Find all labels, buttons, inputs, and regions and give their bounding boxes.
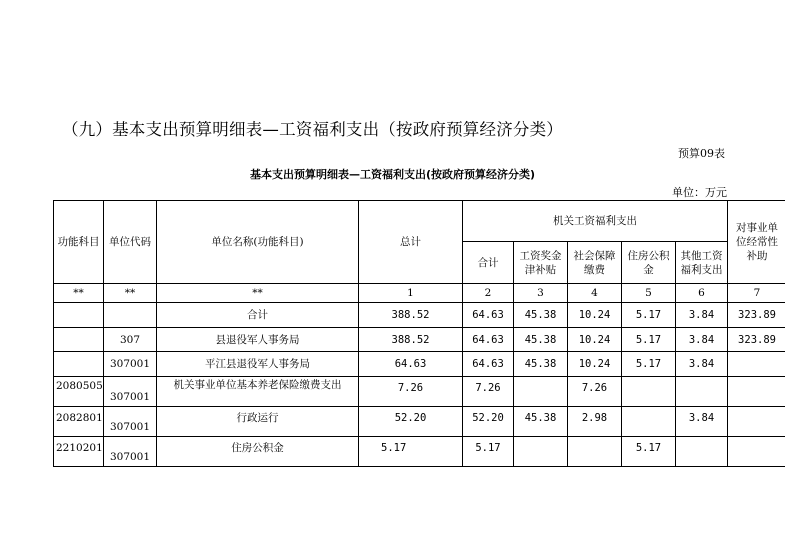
table-row [54, 437, 785, 467]
total-cell: 5.17 [359, 437, 463, 467]
header-unit-code: 单位代码 [104, 201, 157, 284]
unit-code-cell: 307001 [104, 407, 157, 437]
housing-cell: 5.17 [622, 437, 676, 467]
index-cell: 2 [463, 284, 514, 303]
unit-name-cell: 平江县退役军人事务局 [157, 352, 359, 377]
housing-cell: 5.17 [622, 352, 676, 377]
social-cell [568, 437, 622, 467]
header-total: 总计 [359, 201, 463, 284]
unit-name-cell: 合计 [157, 303, 359, 328]
index-cell: ** [157, 284, 359, 303]
welfare-cell [728, 352, 785, 377]
wage-cell [514, 377, 568, 407]
other-cell [676, 437, 728, 467]
social-cell: 7.26 [568, 377, 622, 407]
unit-code-cell: 307 [104, 328, 157, 352]
unit-code-cell: 307001 [104, 352, 157, 377]
index-cell: 1 [359, 284, 463, 303]
index-cell: 6 [676, 284, 728, 303]
wage-cell [514, 437, 568, 467]
header-social: 社会保障 缴费 [568, 242, 622, 284]
table-row [54, 352, 785, 377]
header-housing: 住房公积 金 [622, 242, 676, 284]
sub-total-cell: 52.20 [463, 407, 514, 437]
housing-cell: 5.17 [622, 328, 676, 352]
total-cell: 52.20 [359, 407, 463, 437]
func-code-cell [54, 303, 104, 328]
unit-name-cell: 县退役军人事务局 [157, 328, 359, 352]
wage-cell: 45.38 [514, 303, 568, 328]
housing-cell: 5.17 [622, 303, 676, 328]
header-group: 机关工资福利支出 [463, 201, 728, 242]
table-row [54, 377, 785, 407]
social-cell: 10.24 [568, 328, 622, 352]
other-cell [676, 377, 728, 407]
func-code-cell [54, 328, 104, 352]
welfare-cell [728, 377, 785, 407]
index-cell: ** [104, 284, 157, 303]
header-sub-total: 合计 [463, 242, 514, 284]
sub-total-cell: 5.17 [463, 437, 514, 467]
wage-cell: 45.38 [514, 352, 568, 377]
unit-code-cell: 307001 [104, 437, 157, 467]
total-cell: 388.52 [359, 303, 463, 328]
sub-total-cell: 64.63 [463, 303, 514, 328]
table-title: 基本支出预算明细表—工资福利支出(按政府预算经济分类) [249, 168, 536, 181]
func-code-cell: 2082801 [54, 407, 104, 437]
welfare-cell [728, 407, 785, 437]
func-code-cell [54, 352, 104, 377]
header-subsidy: 对事业单 位经常性 补助 [728, 201, 785, 284]
social-cell: 2.98 [568, 407, 622, 437]
unit-name-cell: 机关事业单位基本养老保险缴费支出 [157, 377, 359, 407]
unit-code-cell: 307001 [104, 377, 157, 407]
total-cell: 388.52 [359, 328, 463, 352]
social-cell: 10.24 [568, 352, 622, 377]
welfare-cell: 323.89 [728, 303, 785, 328]
welfare-cell: 323.89 [728, 328, 785, 352]
welfare-cell [728, 437, 785, 467]
housing-cell [622, 407, 676, 437]
index-cell: 5 [622, 284, 676, 303]
sub-total-cell: 64.63 [463, 328, 514, 352]
budget-table [53, 200, 785, 467]
func-code-cell: 2210201 [54, 437, 104, 467]
other-cell: 3.84 [676, 407, 728, 437]
table-row [54, 407, 785, 437]
table-row [54, 303, 785, 328]
unit-code-cell [104, 303, 157, 328]
other-cell: 3.84 [676, 352, 728, 377]
index-cell: 7 [728, 284, 785, 303]
social-cell: 10.24 [568, 303, 622, 328]
func-code-cell: 2080505 [54, 377, 104, 407]
header-unit-name: 单位名称(功能科目) [157, 201, 359, 284]
page-heading: （九）基本支出预算明细表—工资福利支出（按政府预算经济分类） [62, 120, 563, 139]
total-cell: 7.26 [359, 377, 463, 407]
index-cell: 3 [514, 284, 568, 303]
total-cell: 64.63 [359, 352, 463, 377]
wage-cell: 45.38 [514, 407, 568, 437]
header-wage: 工资奖金 津补贴 [514, 242, 568, 284]
sub-total-cell: 64.63 [463, 352, 514, 377]
unit-name-cell: 住房公积金 [157, 437, 359, 467]
sub-total-cell: 7.26 [463, 377, 514, 407]
unit-label: 单位：万元 [672, 186, 727, 199]
index-row [54, 284, 785, 303]
index-cell: 4 [568, 284, 622, 303]
table-row [54, 328, 785, 352]
header-other: 其他工资 福利支出 [676, 242, 728, 284]
housing-cell [622, 377, 676, 407]
index-cell: ** [54, 284, 104, 303]
wage-cell: 45.38 [514, 328, 568, 352]
other-cell: 3.84 [676, 328, 728, 352]
header-func-code: 功能科目 [54, 201, 104, 284]
unit-name-cell: 行政运行 [157, 407, 359, 437]
form-code: 预算09表 [678, 147, 725, 160]
other-cell: 3.84 [676, 303, 728, 328]
